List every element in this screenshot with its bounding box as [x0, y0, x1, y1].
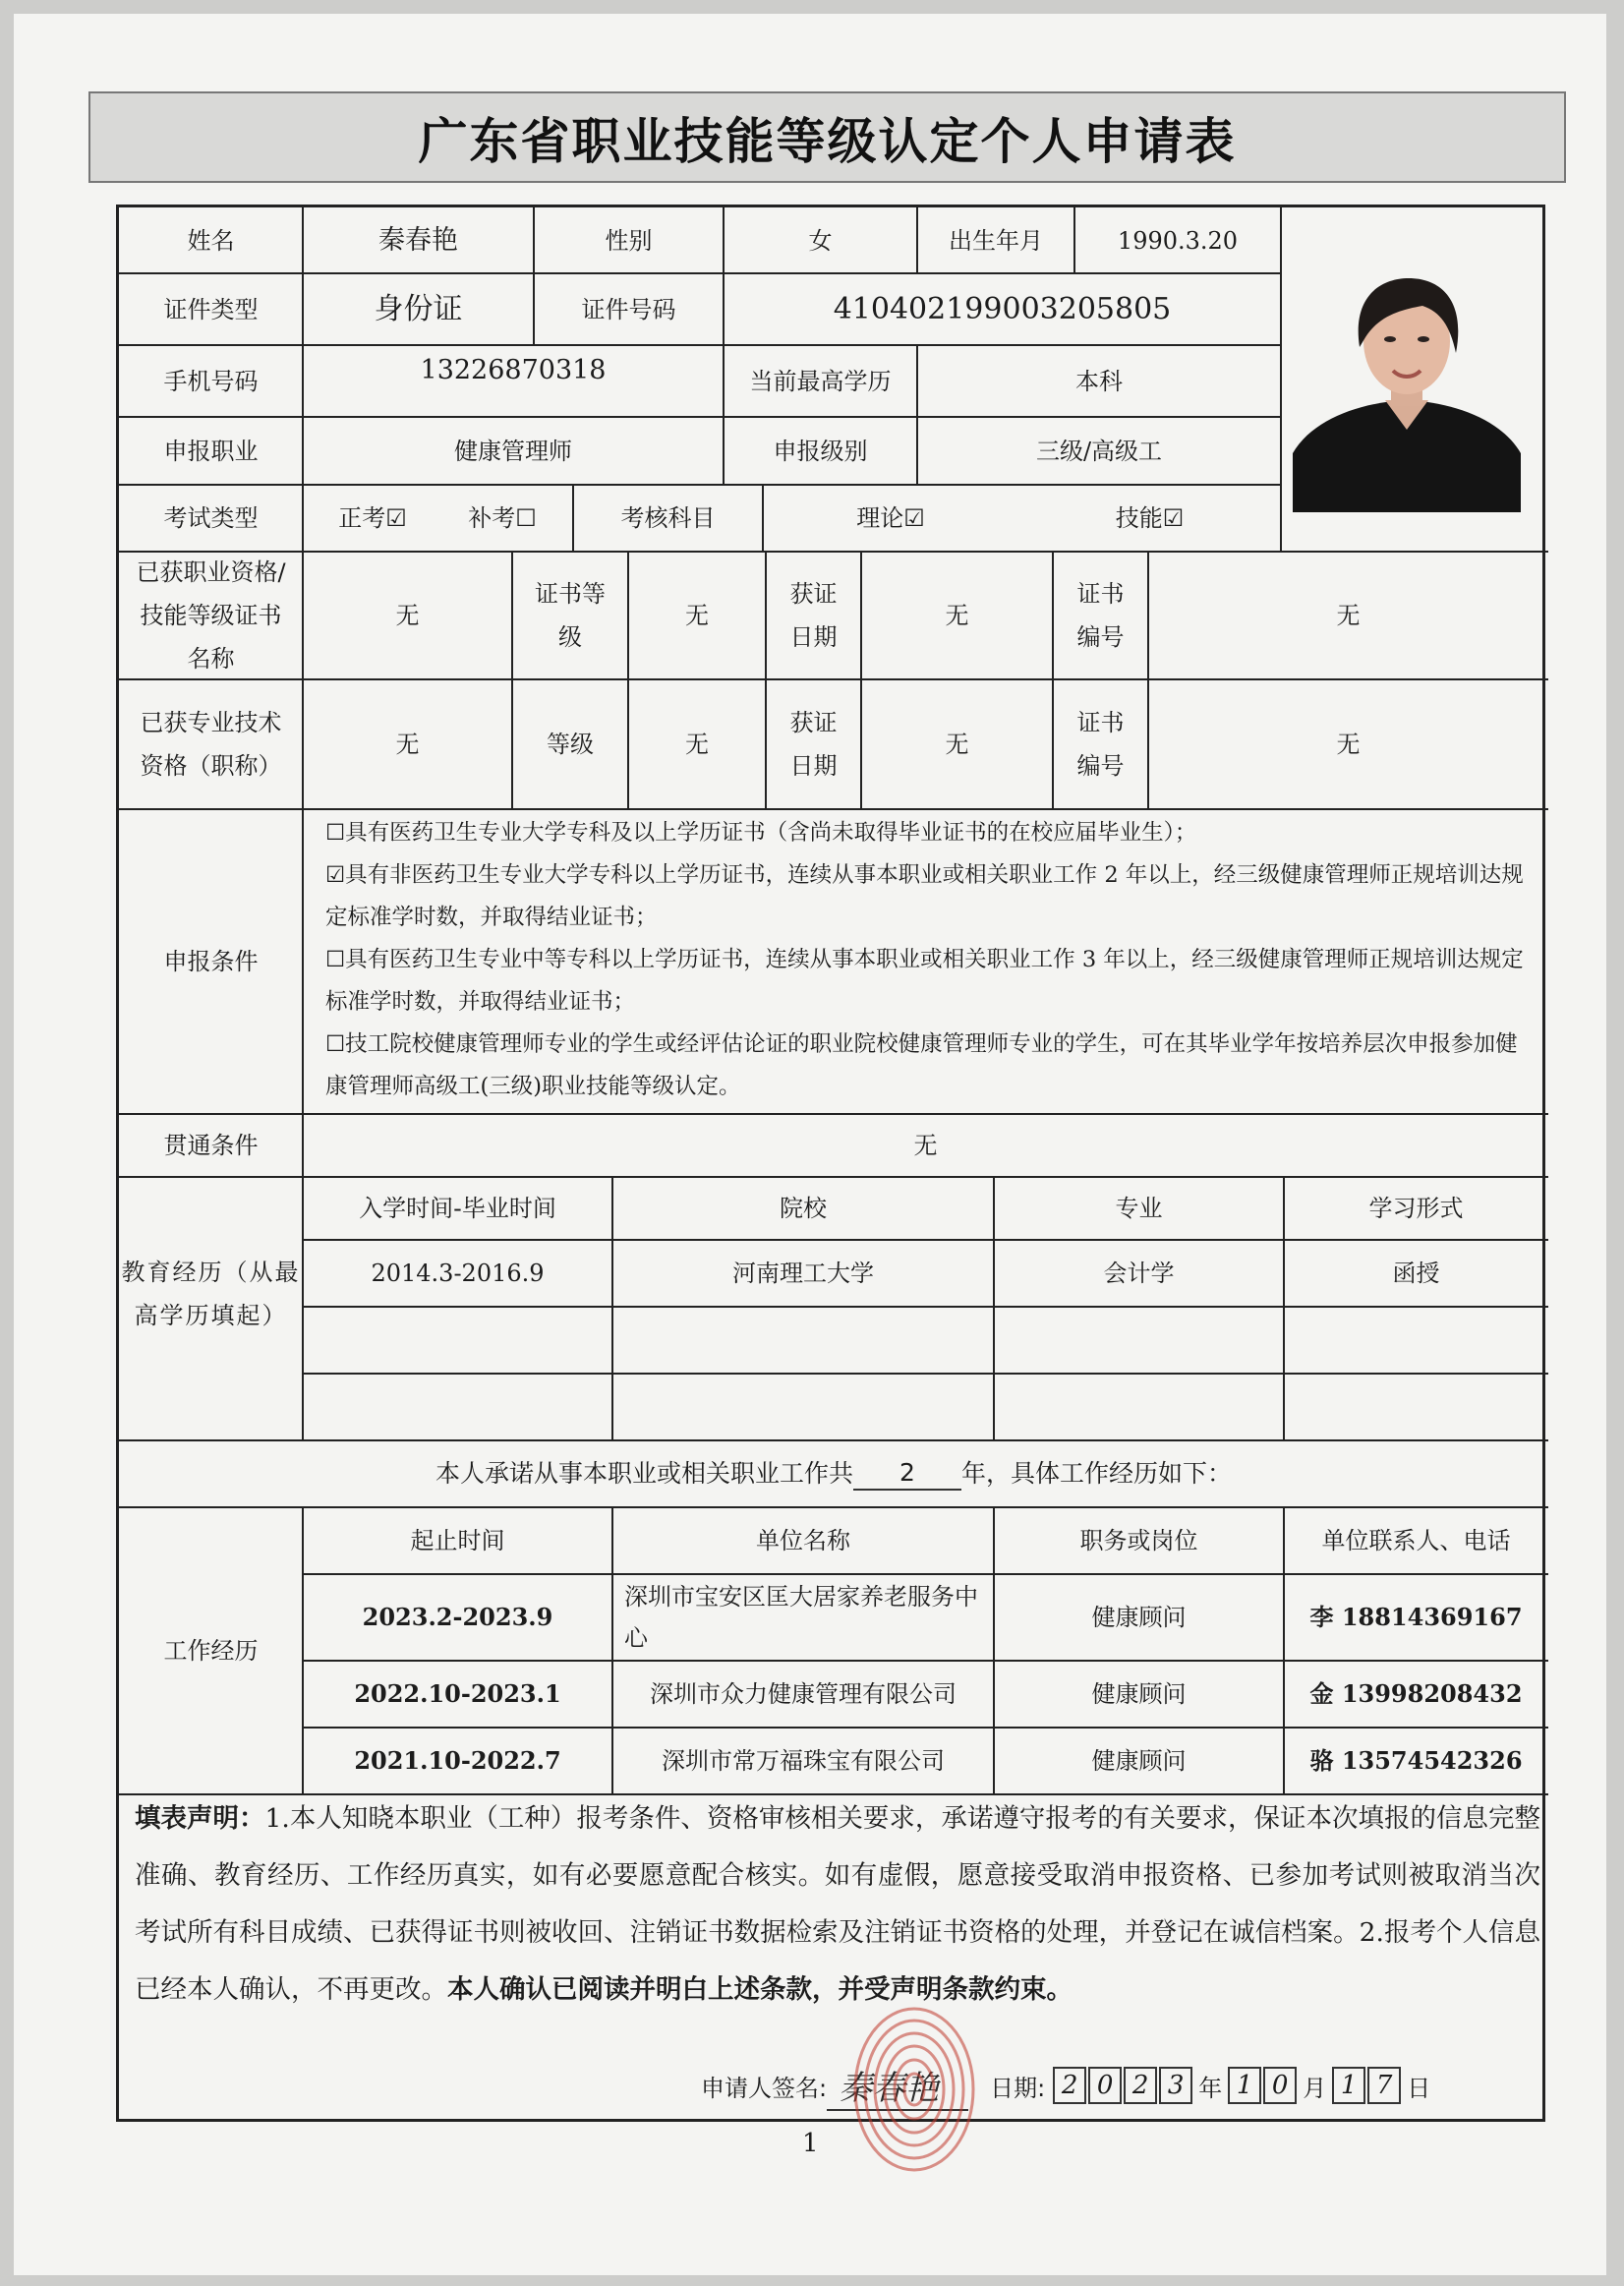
signature-label: 申请人签名: — [701, 2074, 828, 2102]
work-header-period: 起止时间 — [410, 1527, 505, 1554]
value-education: 本科 — [1075, 367, 1123, 395]
date-year-digit[interactable]: 0 — [1088, 2067, 1122, 2104]
value-birth: 1990.3.20 — [1117, 226, 1239, 255]
month-unit: 月 — [1303, 2074, 1327, 2102]
work-row-3-period: 2021.10-2022.7 — [354, 1746, 561, 1775]
signature-name[interactable]: 秦春艳 — [827, 2061, 968, 2111]
value-qual-date: 无 — [945, 602, 969, 629]
value-name: 秦春艳 — [378, 224, 458, 256]
work-years: 2 — [853, 1457, 961, 1490]
work-header-position: 职务或岗位 — [1079, 1527, 1198, 1554]
date-month-digit[interactable]: 1 — [1228, 2067, 1261, 2104]
value-level: 三级/高级工 — [1035, 437, 1163, 465]
day-unit: 日 — [1407, 2074, 1431, 2102]
value-through: 无 — [913, 1132, 938, 1159]
label-through: 贯通条件 — [163, 1132, 259, 1159]
label-conditions: 申报条件 — [163, 948, 259, 975]
work-row-2-contact: 金 13998208432 — [1309, 1679, 1523, 1708]
declaration-heading: 填表声明： — [135, 1803, 265, 1834]
condition-item-4[interactable]: ☐技工院校健康管理师专业的学生或经评估论证的职业院校健康管理师专业的学生，可在其毕业学年按培养层次申报参加健康管理师高级工(三级)职业技能等级认定。 — [325, 1031, 1518, 1099]
edu-row-1-school: 河南理工大学 — [732, 1260, 874, 1287]
work-promise-suffix: 年，具体工作经历如下： — [961, 1459, 1233, 1489]
label-occupation: 申报职业 — [163, 437, 259, 465]
label-edu-history: 教育经历（从最高学历填起） — [121, 1259, 301, 1329]
checkbox-subject-skill[interactable]: 技能☑ — [1115, 504, 1185, 532]
signature-row — [701, 2061, 1537, 2110]
date-day-digit[interactable]: 7 — [1367, 2067, 1401, 2104]
edu-row-1-mode: 函授 — [1392, 1260, 1440, 1287]
checkbox-exam-makeup[interactable]: 补考☐ — [468, 504, 537, 532]
work-row-3-position: 健康顾问 — [1091, 1747, 1187, 1775]
label-cert-no: 证书编号 — [1076, 580, 1125, 651]
label-id-type: 证件类型 — [163, 295, 259, 323]
label-phone: 手机号码 — [163, 367, 259, 395]
work-row-1-contact: 李 18814369167 — [1309, 1603, 1523, 1631]
work-row-3-contact: 骆 13574542326 — [1309, 1746, 1523, 1775]
work-row-1-position: 健康顾问 — [1091, 1604, 1187, 1631]
label-grade: 等级 — [547, 731, 594, 758]
label-qual-cert: 已获职业资格/技能等级证书名称 — [136, 558, 286, 673]
condition-item-1[interactable]: ☐具有医药卫生专业大学专科及以上学历证书（含尚未取得毕业证书的在校应届毕业生）； — [325, 820, 1197, 846]
edu-row-1-major: 会计学 — [1103, 1260, 1175, 1287]
declaration-emphasis: 本人确认已阅读并明白上述条款，并受声明条款约束。 — [447, 1974, 1073, 2005]
work-row-1-period: 2023.2-2023.9 — [362, 1603, 553, 1631]
work-promise-prefix: 本人承诺从事本职业或相关职业工作共 — [435, 1459, 853, 1489]
work-header-contact: 单位联系人、电话 — [1321, 1527, 1511, 1554]
label-cert-level: 证书等级 — [535, 580, 606, 651]
work-header-company: 单位名称 — [756, 1527, 850, 1554]
checkbox-exam-regular[interactable]: 正考☑ — [338, 504, 407, 532]
value-tech-grade: 无 — [685, 731, 709, 758]
label-birth: 出生年月 — [949, 226, 1043, 255]
value-occupation: 健康管理师 — [454, 437, 572, 465]
date-year-digit[interactable]: 2 — [1053, 2067, 1086, 2104]
label-cert-no-2: 证书编号 — [1076, 709, 1125, 780]
form-title-bar — [88, 91, 1566, 183]
edu-header-period: 入学时间-毕业时间 — [359, 1195, 556, 1222]
value-qual-level: 无 — [685, 602, 709, 629]
application-form — [116, 205, 1545, 2122]
work-row-2-position: 健康顾问 — [1091, 1680, 1187, 1708]
label-exam-type: 考试类型 — [163, 504, 259, 532]
page-number: 1 — [802, 2129, 819, 2158]
year-unit: 年 — [1198, 2074, 1223, 2102]
value-tech-name: 无 — [395, 731, 420, 758]
checkbox-subject-theory[interactable]: 理论☑ — [856, 504, 925, 532]
work-row-3-company: 深圳市常万福珠宝有限公司 — [662, 1747, 945, 1775]
label-level: 申报级别 — [773, 437, 868, 465]
edu-header-school: 院校 — [780, 1195, 827, 1222]
label-tech-title: 已获专业技术资格（职称） — [140, 709, 282, 780]
date-month-digit[interactable]: 0 — [1263, 2067, 1297, 2104]
edu-row-1-period: 2014.3-2016.9 — [371, 1260, 545, 1287]
red-fingerprint-stamp — [841, 1996, 988, 2183]
label-obtain-date-2: 获证日期 — [789, 709, 838, 780]
work-row-1-company: 深圳市宝安区匡大居家养老服务中心 — [624, 1583, 978, 1652]
label-id-number: 证件号码 — [581, 295, 676, 323]
edu-header-mode: 学习形式 — [1368, 1195, 1464, 1222]
value-id-number: 410402199003205805 — [833, 291, 1172, 326]
date-label: 日期: — [990, 2074, 1046, 2102]
work-row-2-period: 2022.10-2023.1 — [354, 1679, 561, 1708]
label-obtain-date: 获证日期 — [789, 580, 838, 651]
value-tech-date: 无 — [945, 731, 969, 758]
applicant-photo — [1293, 257, 1521, 512]
date-day-digit[interactable]: 1 — [1332, 2067, 1365, 2104]
value-tech-no: 无 — [1336, 731, 1361, 758]
label-work-history: 工作经历 — [163, 1637, 259, 1665]
form-title: 广东省职业技能等级认定个人申请表 — [418, 112, 1237, 170]
declaration-body: 1.本人知晓本职业（工种）报考条件、资格审核相关要求，承诺遵守报考的有关要求，保证本次填报的信息完整准确、教育经历、工作经历真实，如有必要愿意配合核实。如有虚假，愿意接受取消申报资格、已参加考试则被取消当次考试所有科目成绩、已获得证书则被收回、注销证书数据检索及注销证书资格的处理，并登记在诚信档案。2.报考个人信息已经本人确认，不再更改。 — [135, 1803, 1540, 2005]
value-phone: 13226870318 — [420, 355, 607, 386]
work-promise — [119, 1440, 1548, 1507]
date-year-digit[interactable]: 2 — [1124, 2067, 1157, 2104]
work-row-2-company: 深圳市众力健康管理有限公司 — [650, 1680, 957, 1708]
value-id-type: 身份证 — [374, 291, 463, 326]
label-education: 当前最高学历 — [749, 367, 892, 395]
date-year-digit[interactable]: 3 — [1159, 2067, 1192, 2104]
condition-item-2[interactable]: ☑具有非医药卫生专业大学专科以上学历证书，连续从事本职业或相关职业工作 2 年以上，经三级健康管理师正规培训达规定标准学时数，并取得结业证书； — [325, 862, 1524, 930]
conditions-list — [325, 812, 1530, 1108]
value-qual-no: 无 — [1336, 602, 1361, 629]
declaration — [135, 1790, 1540, 2019]
value-gender: 女 — [808, 226, 833, 255]
edu-header-major: 专业 — [1115, 1195, 1163, 1222]
label-name: 姓名 — [187, 226, 235, 255]
value-qual-name: 无 — [395, 602, 420, 629]
label-gender: 性别 — [605, 226, 653, 255]
condition-item-3[interactable]: ☐具有医药卫生专业中等专科以上学历证书，连续从事本职业或相关职业工作 3 年以上，经三级健康管理师正规培训达规定标准学时数，并取得结业证书； — [325, 947, 1524, 1015]
label-subject: 考核科目 — [620, 504, 716, 532]
